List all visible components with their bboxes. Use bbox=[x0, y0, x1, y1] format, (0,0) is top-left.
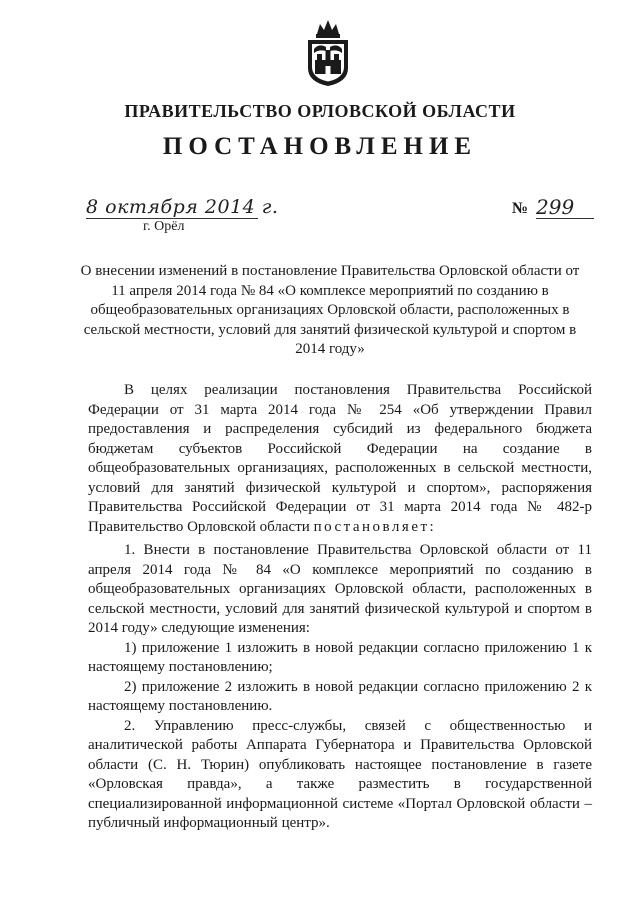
number-underline bbox=[536, 218, 594, 219]
coat-of-arms-icon bbox=[303, 16, 353, 88]
number-label: № bbox=[512, 200, 529, 217]
document-subject: О внесении изменений в постановление Правительства Орловской области от 11 апреля 2014 года № 84 «О комплексе мероприятий по созданию в общеобразовательных организациях Орловской области, расположенных в сельской местности, условий для занятий физической культурой и спортом в 2014 году» bbox=[80, 263, 580, 357]
government-title: ПРАВИТЕЛЬСТВО ОРЛОВСКОЙ ОБЛАСТИ bbox=[124, 101, 516, 121]
intro-text: В целях реализации постановления Правительства Российской Федерации от 31 марта 2014 года № 254 «Об утверждении Правил предоставления и распределения субсидий из федерального бюджета бюджетам субъектов Российской Федерации на создание в общеобразовательных организациях, расположенных в сельской местности, условий для занятий физической культурой и спортом», распоряжения Правительства Российской Федерации от 31 марта 2014 года № 482-р Правительство Орловской области bbox=[88, 382, 592, 535]
intro-paragraph bbox=[88, 381, 592, 537]
points-section bbox=[88, 541, 592, 834]
city-label: г. Орёл bbox=[143, 219, 185, 234]
handwritten-number: 299 bbox=[536, 195, 575, 219]
point-1-subitem-1: 1) приложение 1 изложить в новой редакции согласно приложению 1 к настоящему постановлению; bbox=[88, 639, 592, 675]
point-2: 2. Управлению пресс-службы, связей с общественностью и аналитической работы Аппарата Губернатора и Правительства Орловской области (С. Н. Тюрин) опубликовать настоящее постановление в газете «Орловская правда», а также разместить в государственной специализированной информационной системе «Портал Орловской области – публичный информационный центр». bbox=[88, 717, 592, 831]
point-1: 1. Внести в постановление Правительства Орловской области от 11 апреля 2014 года № 84 «О комплексе мероприятий по созданию в общеобразовательных организациях Орловской области, расположенных в сельской местности, условий для занятий физической культурой и спортом в 2014 году» следующие изменения: bbox=[88, 542, 592, 636]
resolves-word: постановляет: bbox=[313, 518, 437, 535]
point-1-subitem-2: 2) приложение 2 изложить в новой редакции согласно приложению 2 к настоящему постановлению. bbox=[88, 678, 592, 714]
intro-section bbox=[88, 381, 592, 537]
handwritten-date: 8 октября 2014 г. bbox=[86, 196, 279, 218]
document-type-title: ПОСТАНОВЛЕНИЕ bbox=[162, 133, 478, 160]
number-field bbox=[512, 195, 592, 222]
